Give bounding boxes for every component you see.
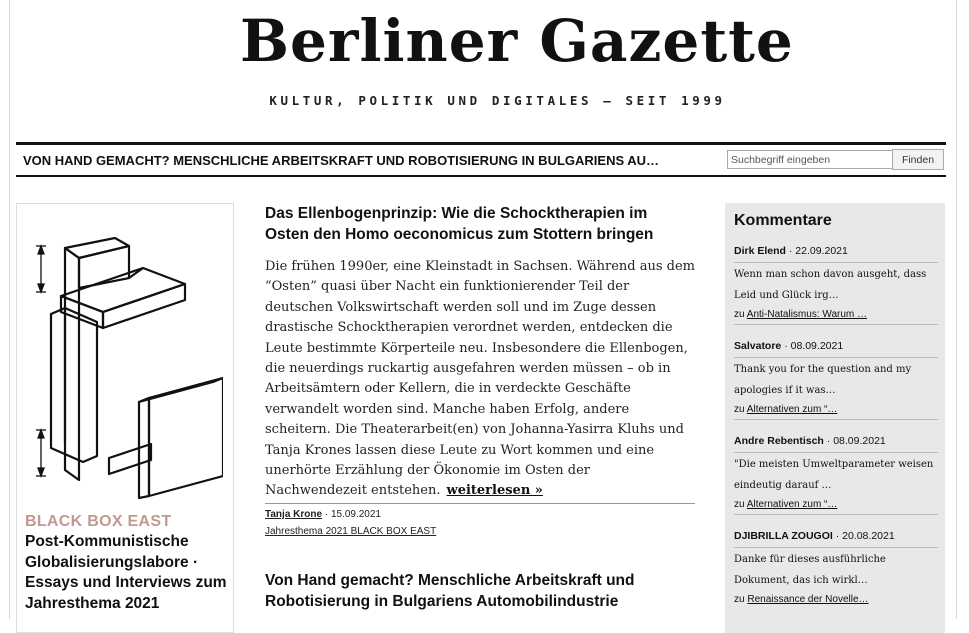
comments-heading: Kommentare — [734, 212, 832, 229]
feature-kicker[interactable]: BLACK BOX EAST — [25, 513, 172, 530]
site-tagline: KULTUR, POLITIK UND DIGITALES – SEIT 1999 — [269, 93, 726, 108]
article-category-link[interactable]: Jahresthema 2021 BLACK BOX EAST — [265, 526, 437, 537]
article-excerpt-text: Die frühen 1990er, eine Kleinstadt in Sachsen. Während aus dem “Osten” quasi über Nacht ein funktionierender Teil der deutschen Volkswirtschaft werden soll und im Zuge dessen drastische Schocktherapien verordnet werden, entdecken die Leute bestimmte Körperteile neu. Insbesondere die Ellenbogen, die neuerdings ruckartig ausgefahren werden müssen – ob in Arbeitsämtern oder Kellern, die in verdeckte Geschäfte verwandelt worden sind. Manche haben Erfolg, andere scheitern. Die Theaterarbeit(en) von Johanna-Yasirra Kluhs und Tanja Krones lassen diese Leute zu Wort kommen und eine unerhörte Erzählung der Ökonomie im Osten der Nachwendezeit entstehen. — [265, 259, 696, 499]
comment-excerpt-line: Danke für dieses ausführliche — [734, 554, 886, 565]
comment-excerpt-line: Thank you for the question and my — [734, 364, 912, 375]
comment-divider — [734, 547, 938, 548]
feature-box[interactable] — [16, 203, 234, 633]
article-date: 15.09.2021 — [330, 509, 381, 520]
comment-item: DJIBRILLA ZOUGOI · 20.08.2021 Danke für dieses ausführliche Dokument, das ich wirkl… zu Renaissance der Novelle… — [734, 530, 938, 605]
comment-date: 20.08.2021 — [842, 530, 895, 542]
site-logo[interactable]: Berliner Gazette — [240, 7, 794, 75]
comment-divider — [734, 419, 938, 420]
comment-author: Salvatore — [734, 340, 782, 352]
search-input[interactable] — [727, 150, 893, 169]
feature-title[interactable]: Post-Kommunistische Globalisierungslabore · Essays und Interviews zum Jahresthema 2021 — [25, 533, 227, 612]
comment-excerpt-line: Dokument, das ich wirkl… — [734, 574, 868, 586]
comment-item: Salvatore · 08.09.2021 Thank you for the question and my apologies if it was… zu Alternativen zum “… — [734, 340, 938, 420]
article-meta — [265, 503, 695, 537]
comment-divider — [734, 514, 938, 515]
comment-excerpt-line: eindeutig darauf … — [734, 479, 832, 491]
comment-article-link[interactable]: Renaissance der Novelle… — [747, 594, 869, 605]
masthead — [0, 0, 969, 140]
comment-date: 08.09.2021 — [833, 435, 886, 447]
comment-excerpt-line: "Die meisten Umweltparameter weisen — [734, 459, 934, 470]
comment-divider — [734, 452, 938, 453]
comment-link-prefix: zu — [734, 499, 745, 510]
comment-link-prefix: zu — [734, 594, 745, 605]
comment-date: 08.09.2021 — [790, 340, 844, 352]
comment-item: Dirk Elend · 22.09.2021 Wenn man schon davon ausgeht, dass Leid und Glück irg… zu Anti-Natalismus: Warum … — [734, 245, 938, 325]
article-title[interactable]: Von Hand gemacht? Menschliche Arbeitskraft und Robotisierung in Bulgariens Automobilindustrie — [265, 572, 635, 610]
current-article-link[interactable]: VON HAND GEMACHT? MENSCHLICHE ARBEITSKRAFT UND ROBOTISIERUNG IN BULGARIENS AU… — [23, 153, 660, 168]
search-button[interactable]: Finden — [892, 149, 944, 170]
comments-sidebar — [725, 203, 945, 633]
article-title[interactable]: Das Ellenbogenprinzip: Wie die Schocktherapien im Osten den Homo oeconomicus zum Stottern bringen — [265, 205, 654, 243]
comment-divider — [734, 357, 938, 358]
comment-divider — [734, 324, 938, 325]
comment-article-link[interactable]: Alternativen zum “… — [746, 404, 838, 415]
navbar — [16, 145, 946, 175]
comment-author: Dirk Elend — [734, 245, 786, 257]
comment-date: 22.09.2021 — [795, 245, 848, 257]
comment-author: DJIBRILLA ZOUGOI — [734, 530, 833, 542]
article-meta-sep: · — [324, 509, 331, 520]
comment-divider — [734, 262, 938, 263]
comment-article-link[interactable]: Alternativen zum “… — [746, 499, 838, 510]
article-teaser — [265, 203, 696, 537]
comment-author: Andre Rebentisch — [734, 435, 824, 447]
article-excerpt — [265, 257, 695, 502]
navbar-bottom-rule — [16, 175, 946, 177]
comment-excerpt-line: Wenn man schon davon ausgeht, dass — [734, 269, 927, 280]
read-more-link[interactable]: weiterlesen » — [446, 483, 543, 499]
comment-excerpt-line: Leid und Glück irg… — [734, 289, 839, 301]
comment-link-prefix: zu — [734, 309, 745, 320]
comment-item: Andre Rebentisch · 08.09.2021 "Die meisten Umweltparameter weisen eindeutig darauf … zu Alternativen zum “… — [734, 435, 938, 515]
comment-article-link[interactable]: Anti-Natalismus: Warum … — [746, 309, 868, 320]
chair-illustration[interactable] — [33, 218, 223, 508]
comment-link-prefix: zu — [734, 404, 745, 415]
comment-excerpt-line: apologies if it was… — [734, 384, 836, 396]
article-teaser — [265, 570, 695, 612]
article-author-link[interactable]: Tanja Krone — [265, 509, 323, 520]
